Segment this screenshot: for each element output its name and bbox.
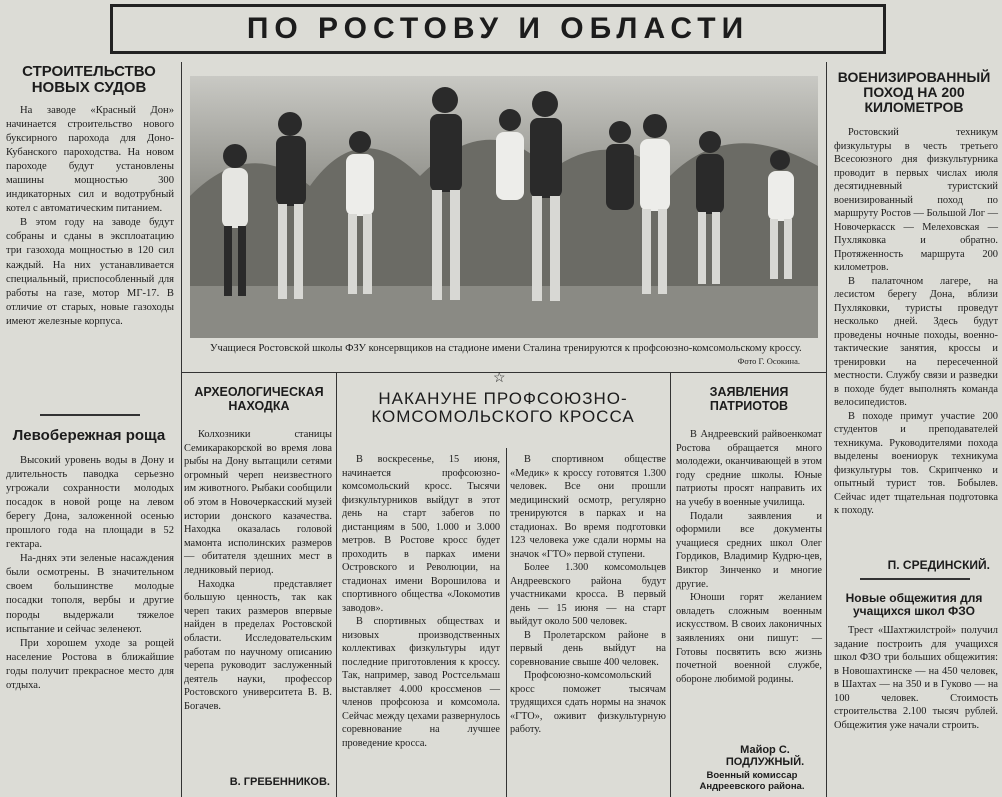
photo-runners bbox=[190, 76, 818, 338]
photo-credit: Фото Г. Осокина. bbox=[737, 356, 800, 366]
rule-cross-patriots bbox=[670, 372, 671, 797]
headline-cross: НАКАНУНЕ ПРОФСОЮЗНО-КОМСОМОЛЬСКОГО КРОССА bbox=[371, 389, 635, 427]
article-archaeology bbox=[184, 428, 332, 713]
paragraph: Ростовский техникум физкультуры в честь третьего Всесоюзного дня физкультурника проводит в первых числах июля десятидневный туристский военизированный поход по маршруту Ростов — Большой Лог — Новочеркасск — Мелеховская — Пухляковка и обратно. Протяженность маршрута 200 километров. bbox=[834, 127, 998, 273]
paragraph: Юноши горят желанием овладеть сложным военным искусством. В своих лаконичных заявлениях они пишут: — Готовы посвятить всю жизнь почетной военной службе, обороне любимой родины. bbox=[676, 592, 822, 685]
column-rule-left bbox=[181, 62, 182, 797]
star-ornament: ☆ bbox=[493, 371, 506, 386]
article-patriots bbox=[676, 428, 822, 686]
paragraph: На-днях эти зеленые насаждения были осмотрены. В значительном своем большинстве молодые посадки тополя, вербы и другие породы выдержали тяжелое испытание и сейчас зеленеют. bbox=[6, 553, 174, 635]
paragraph: В Андреевский райвоенкомат Ростова обращается много молодежи, оканчивающей в этом году средние школы. Юные патриоты просят направить их на учебу в военные училища. bbox=[676, 429, 822, 508]
paragraph: В воскресенье, 15 июня, начинается профсоюзно-комсомольский кросс. Тысячи физкультурников выйдут в этот день на старт забегов по дистанциям в 500, 1.000 и 3.000 метров. В Ростове кросс будет проходить в парках имени Островского и Революции, на стадионах имени Ворошилова и спортивного общества «Локомотив заводов». bbox=[342, 454, 500, 614]
photo-caption: Учащиеся Ростовской школы ФЗУ консервщиков на стадионе имени Сталина тренируются к профсоюзно-комсомольскому кроссу. bbox=[210, 343, 802, 354]
article-cross-col-b bbox=[510, 453, 666, 737]
section-title: ПО РОСТОВУ И ОБЛАСТИ bbox=[246, 12, 750, 45]
paragraph: В Пролетарском районе в первый день выйдут на соревнование свыше 400 человек. bbox=[510, 629, 666, 668]
rule-archaeology-cross bbox=[336, 372, 337, 797]
paragraph: Профсоюзно-комсомольский кросс поможет тысячам трудящихся сдать нормы на значок «ГТО», оживит физкультурную работу. bbox=[510, 670, 666, 735]
headline-left-bank-grove: Левобережная роща bbox=[12, 427, 166, 444]
paragraph: В этом году на заводе будут собраны и сданы в эксплоатацию три газохода мощностью в 120 сил каждый. На них устанавливается специальный, приспособленный для работы на газе, мотор МГ-17. В отличие от старых, новые газоходы имеют железные корпуса. bbox=[6, 217, 174, 327]
paragraph: В палаточном лагере, на лесистом берегу Дона, вблизи Пухляковки, туристы проведут несколько дней. Здесь будут проведены ночные походы, военно-тактические занятия, кроссы и тренировки на пересеченной местности. Службу связи и разведки в походе будет выполнять команда велосипедистов. bbox=[834, 275, 998, 408]
paragraph: Более 1.300 комсомольцев Андреевского района будут участниками кросса. В первый день — 15 июня — на старт выйдут около 500 человек. bbox=[510, 562, 666, 627]
column-rule-right bbox=[826, 62, 827, 797]
article-new-ships bbox=[6, 104, 174, 329]
paragraph: При хорошем уходе за рощей население Ростова в ближайшие годы получит прекрасное место для отдыха. bbox=[6, 637, 174, 691]
headline-new-ships: СТРОИТЕЛЬСТВО НОВЫХ СУДОВ bbox=[22, 63, 156, 97]
signature-podluzhny: Майор С. ПОДЛУЖНЫЙ. bbox=[725, 744, 805, 768]
headline-patriots: ЗАЯВЛЕНИЯ ПАТРИОТОВ bbox=[709, 385, 789, 413]
signature-grebennikov: В. ГРЕБЕННИКОВ. bbox=[229, 776, 330, 788]
paragraph: В походе примут участие 200 студентов и преподавателей техникума. Руководителями похода выделены воениорук техникума физкультуры тов. Скрипченко и опытный турист тов. Бобылев. Сейчас идет тщательная подготовка к походу. bbox=[834, 410, 998, 516]
article-cross-col-a bbox=[342, 453, 500, 750]
article-military-hike bbox=[834, 126, 998, 518]
paragraph: Находка представляет большую ценность, так как череп таких размеров впервые найден в пределах Ростовской области. Исследовательским работам по научному описанию черепа руководит заслуженный деятель науки, профессор Ростовского университета В. В. Богачев. bbox=[184, 578, 332, 712]
signature-sredinsky: П. СРЕДИНСКИЙ. bbox=[887, 558, 990, 572]
separator-col1 bbox=[40, 414, 140, 416]
headline-dormitories: Новые общежития для учащихся школ ФЗО bbox=[845, 591, 983, 618]
separator-right bbox=[860, 578, 970, 580]
paragraph: Колхозники станицы Семикаракорской во время лова рыбы на Дону вытащили сетями огромный череп неизвестного им животного. Рыбаки сообщили об этом в Новочеркасский музей истории донского казачества. Находка оказалась головой мамонта исполинских размеров — обитателя здешних мест в ледниковый период. bbox=[184, 429, 332, 576]
paragraph: В спортивном обществе «Медик» к кроссу готовятся 1.300 человек. Все они прошли медицинский осмотр, регулярно тренируются в парках и на стадионах. Во время подготовки 123 человека уже сдали нормы на значок «ГТО» первой ступени. bbox=[510, 454, 666, 560]
signature-title: Военный комиссар Андреевского района. bbox=[699, 770, 805, 792]
photo-runners-illustration bbox=[190, 76, 818, 338]
headline-military-hike: ВОЕНИЗИРОВАННЫЙ ПОХОД НА 200 КИЛОМЕТРОВ bbox=[837, 69, 991, 116]
article-left-bank-grove bbox=[6, 454, 174, 693]
headline-archaeology: АРХЕОЛОГИЧЕСКАЯ НАХОДКА bbox=[194, 385, 324, 413]
paragraph: На заводе «Красный Дон» начинается строительство нового буксирного парохода для Доно-Кубанского пароходства. На новом пароходе будут установлены машины мощностью 300 индикаторных сил и водотрубный котел с автоматическим питанием. bbox=[6, 105, 174, 215]
paragraph: В спортивных обществах и низовых производственных коллективах физкультуры идут последние приготовления к кроссу. Так, например, завод Ростсельмаш выставляет 4.000 кроссменов — членов профсоюза и комсомола. Сейчас между цехами развернулось соревнование на лучшее проведение кросса. bbox=[342, 616, 500, 749]
paragraph: Высокий уровень воды в Дону и длительность паводка серьезно угрожали сохранности молодых посадок в новой роще на левом берегу Дона, заложенной осенью прошлого года на площади в 52 гектара. bbox=[6, 455, 174, 551]
paragraph: Подали заявления и оформили все документы учащиеся средних школ Олег Гордиков, Владимир Кудрю-цев, Виктор Зинченко и многие другие. bbox=[676, 510, 822, 590]
article-dormitories bbox=[834, 624, 998, 732]
rule-cross-columns bbox=[506, 448, 507, 797]
paragraph: Трест «Шахтжилстрой» получил задание построить для учащихся школ ФЗО три больших общежития: в Новошахтинске — на 450 человек, в Шахтах — на 350 и в Гуково — на 100 человек. Стоимость строительства 2.100 тысяч рублей. Общежития уже начали строить. bbox=[834, 625, 998, 731]
